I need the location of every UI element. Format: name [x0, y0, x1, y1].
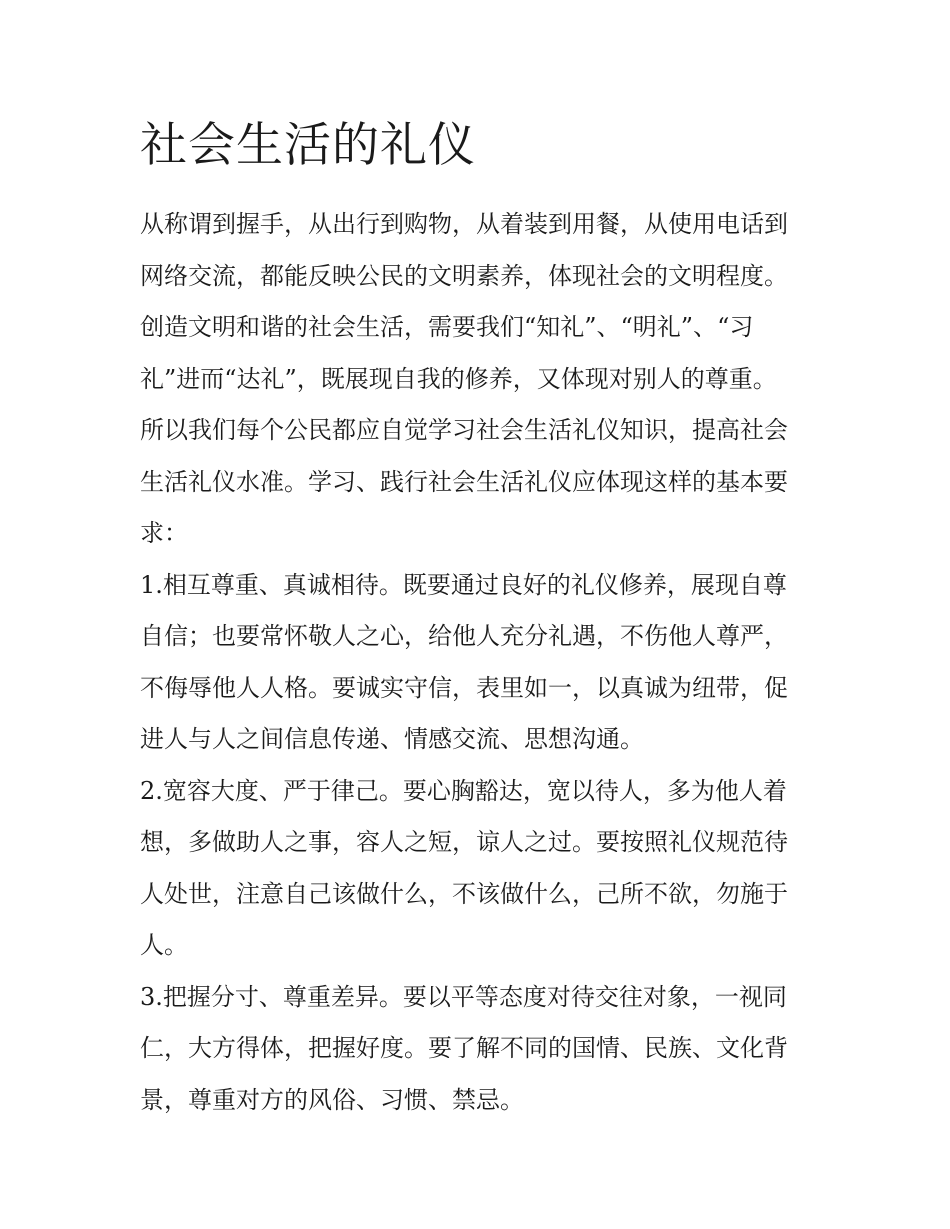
text-line: 仁，大方得体，把握好度。要了解不同的国情、民族、文化背: [140, 1034, 788, 1062]
text-line: 3.把握分寸、尊重差异。要以平等态度对待交往对象，一视同: [140, 982, 787, 1011]
text-line: 生活礼仪水准。学习、践行社会生活礼仪应体现这样的基本要: [140, 467, 788, 496]
text-line: 人处世，注意自己该做什么，不该做什么，己所不欲，勿施于: [140, 879, 788, 908]
document-title: 社会生活的礼仪: [140, 118, 476, 173]
text-line: 2.宽容大度、严于律己。要心胸豁达，宽以待人，多为他人着: [140, 776, 787, 805]
text-line: 想，多做助人之事，容人之短，谅人之过。要按照礼仪规范待: [140, 828, 788, 856]
text-line: 进人与人之间信息传递、情感交流、思想沟通。: [140, 725, 644, 753]
text-line: 不侮辱他人人格。要诚实守信，表里如一，以真诚为纽带，促: [140, 673, 788, 702]
text-line: 1.相互尊重、真诚相待。既要通过良好的礼仪修养，展现自尊: [140, 570, 787, 599]
text-line: 自信；也要常怀敬人之心，给他人充分礼遇，不伤他人尊严，: [140, 622, 788, 650]
text-line: 求：: [140, 519, 188, 547]
text-line: 所以我们每个公民都应自觉学习社会生活礼仪知识，提高社会: [140, 416, 788, 444]
document-body: [140, 199, 812, 1126]
text-line: 创造文明和谐的社会生活，需要我们“知礼”、“明礼”、“习: [140, 313, 754, 341]
text-line: 景，尊重对方的风俗、习惯、禁忌。: [140, 1085, 524, 1114]
text-line: 从称谓到握手，从出行到购物，从着装到用餐，从使用电话到: [140, 210, 788, 238]
text-line: 网络交流，都能反映公民的文明素养，体现社会的文明程度。: [140, 261, 788, 290]
text-line: 礼”进而“达礼”，既展现自我的修养，又体现对别人的尊重。: [140, 364, 777, 393]
text-line: 人。: [140, 931, 188, 959]
